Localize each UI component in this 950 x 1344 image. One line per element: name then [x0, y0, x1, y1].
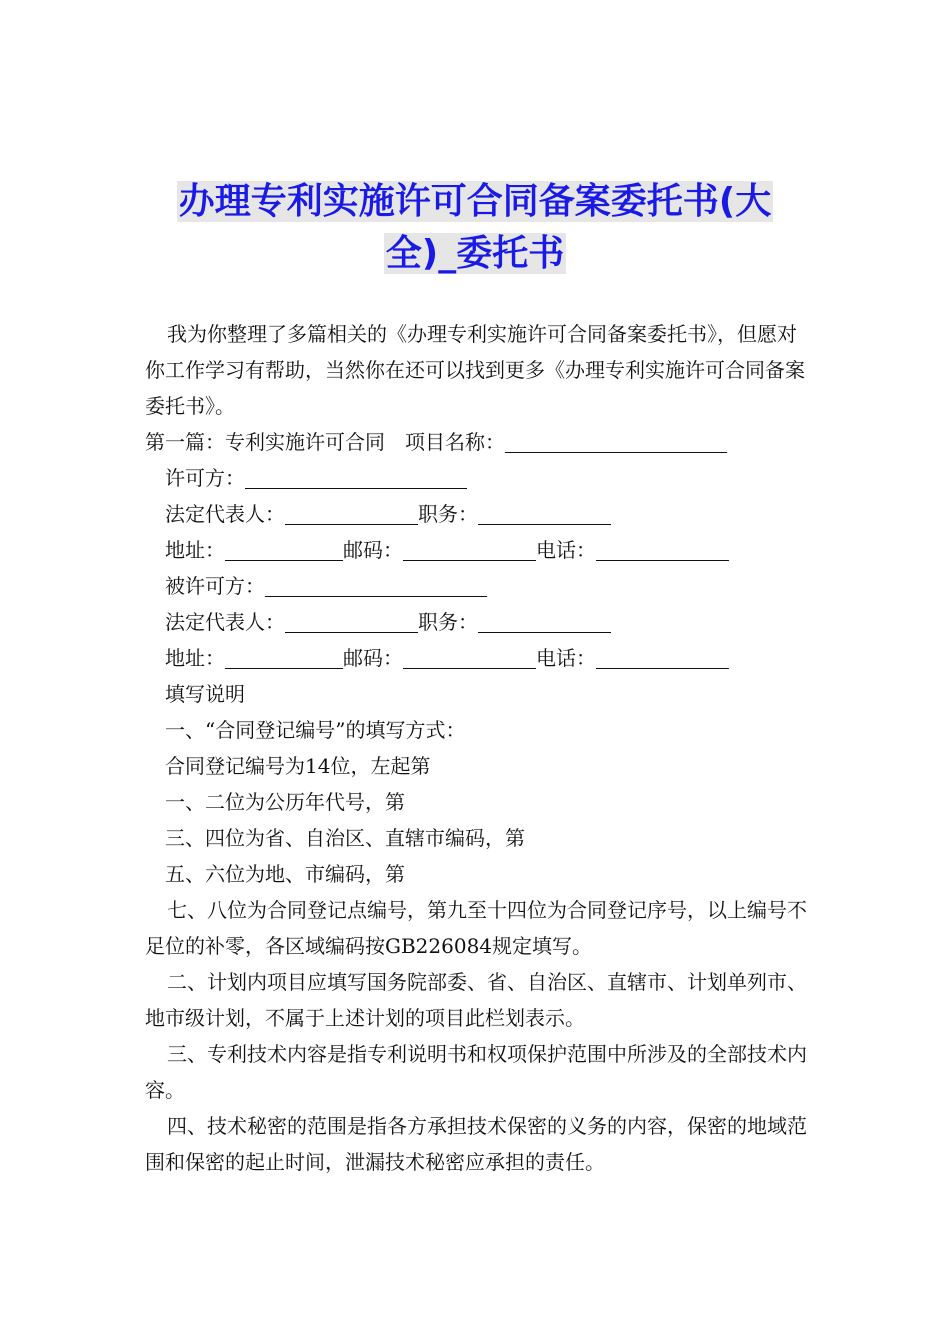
instruction-paragraph-3: 三、专利技术内容是指专利说明书和权项保护范围中所涉及的全部技术内容。: [145, 1042, 807, 1102]
section1-line: [145, 424, 810, 460]
phone-blank[interactable]: [596, 538, 729, 561]
licensor-rep-line: [145, 496, 810, 532]
position-label: 职务：: [418, 610, 478, 634]
legal-rep-blank[interactable]: [285, 502, 418, 525]
licensor-address-line: [145, 532, 810, 568]
licensor-blank[interactable]: [245, 466, 467, 489]
title-line-1: 办理专利实施许可合同备案委托书(大: [178, 181, 772, 222]
licensee-blank[interactable]: [265, 574, 487, 597]
title-line-2: 全)_委托书: [385, 233, 565, 274]
legal-rep-label: 法定代表人：: [165, 502, 285, 526]
postcode-label: 邮码：: [343, 538, 403, 562]
position-blank[interactable]: [478, 502, 611, 525]
licensee-line: [145, 568, 810, 604]
phone-blank[interactable]: [596, 646, 729, 669]
licensor-line: [145, 460, 810, 496]
licensor-label: 许可方：: [165, 466, 245, 490]
instruction-paragraph-2: 二、计划内项目应填写国务院部委、省、自治区、直辖市、计划单列市、地市级计划，不属于上述计划的项目此栏划表示。: [145, 970, 807, 1030]
address-blank[interactable]: [225, 538, 343, 561]
instruction-paragraph-1: 七、八位为合同登记点编号，第九至十四位为合同登记序号，以上编号不足位的补零，各区域编码按GB226084规定填写。: [145, 898, 807, 958]
instruction-item-4: 三、四位为省、自治区、直辖市编码，第: [165, 826, 525, 850]
instruction-item-5: 五、六位为地、市编码，第: [165, 862, 405, 886]
intro-paragraph: 我为你整理了多篇相关的《办理专利实施许可合同备案委托书》，但愿对你工作学习有帮助，当然你在还可以找到更多《办理专利实施许可合同备案委托书》。: [145, 322, 805, 418]
phone-label: 电话：: [536, 538, 596, 562]
postcode-blank[interactable]: [403, 646, 536, 669]
project-name-label: 项目名称：: [405, 430, 505, 454]
instruction-paragraph-4: 四、技术秘密的范围是指各方承担技术保密的义务的内容，保密的地域范围和保密的起止时间，泄漏技术秘密应承担的责任。: [145, 1114, 807, 1174]
address-blank[interactable]: [225, 646, 343, 669]
instruction-item-2: 合同登记编号为14位，左起第: [165, 754, 431, 778]
project-name-blank[interactable]: [505, 430, 727, 453]
address-label: 地址：: [165, 646, 225, 670]
document-title: [0, 176, 950, 280]
address-label: 地址：: [165, 538, 225, 562]
licensee-address-line: [145, 640, 810, 676]
legal-rep-blank[interactable]: [285, 610, 418, 633]
licensee-label: 被许可方：: [165, 574, 265, 598]
position-blank[interactable]: [478, 610, 611, 633]
licensee-rep-line: [145, 604, 810, 640]
postcode-blank[interactable]: [403, 538, 536, 561]
document-body: [145, 316, 810, 1180]
instructions-heading: 填写说明: [165, 682, 245, 706]
instruction-item-3: 一、二位为公历年代号，第: [165, 790, 405, 814]
phone-label: 电话：: [536, 646, 596, 670]
section1-heading: 第一篇：专利实施许可合同: [145, 430, 385, 454]
postcode-label: 邮码：: [343, 646, 403, 670]
instruction-item-1: 一、“合同登记编号”的填写方式：: [165, 718, 466, 742]
legal-rep-label: 法定代表人：: [165, 610, 285, 634]
position-label: 职务：: [418, 502, 478, 526]
